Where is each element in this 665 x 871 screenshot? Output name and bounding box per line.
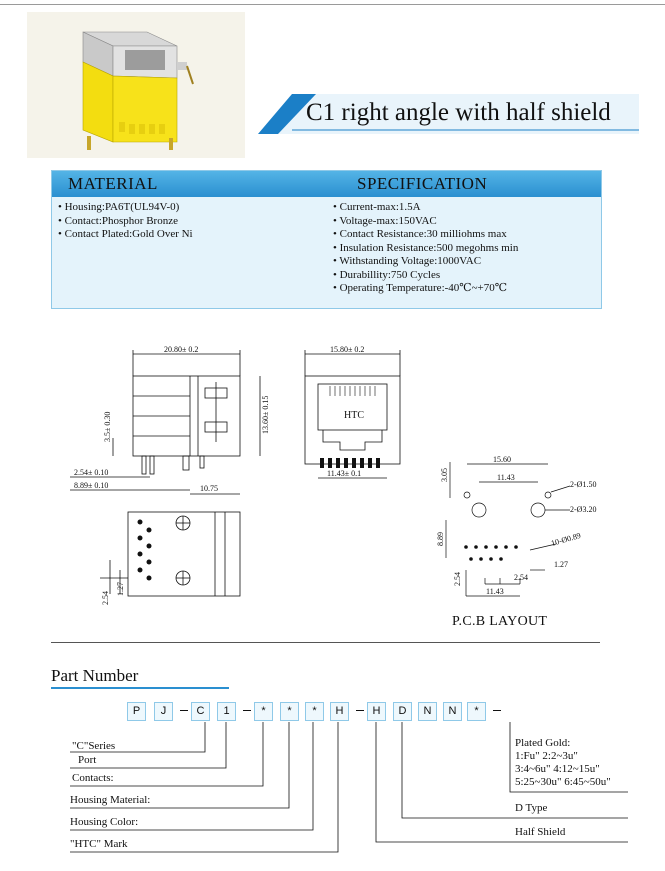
pcb-dim-889: 8.89 <box>436 532 445 546</box>
dim-pitch-254: 2.54± 0.10 <box>74 468 109 477</box>
label-housing-color: Housing Color: <box>70 816 139 828</box>
pn-box: H <box>330 702 349 721</box>
label-plated-gold-2: 3:4~6u" 4:12~15u" <box>515 763 600 775</box>
spec-item: • Operating Temperature:-40℃~+70℃ <box>333 282 518 296</box>
pcb-hole-150: 2-Ø1.50 <box>570 480 597 489</box>
pn-box: * <box>305 702 324 721</box>
pcb-dim-1143-top: 11.43 <box>497 473 515 482</box>
material-item: • Contact:Phosphor Bronze <box>58 215 193 229</box>
dim-front-width: 15.80± 0.2 <box>330 345 365 354</box>
dim-side-width: 20.80± 0.2 <box>164 345 199 354</box>
dim-bottom-127: 1.27 <box>116 582 125 596</box>
pn-box: N <box>443 702 462 721</box>
label-d-type: D Type <box>515 802 548 814</box>
dim-bottom-254: 2.54 <box>101 591 110 605</box>
material-item: • Housing:PA6T(UL94V-0) <box>58 201 193 215</box>
spec-item: • Current-max:1.5A <box>333 201 518 215</box>
pcb-dim-305: 3.05 <box>440 468 449 482</box>
pn-box: C <box>191 702 210 721</box>
pcb-hole-320: 2-Ø3.20 <box>570 505 597 514</box>
material-heading: MATERIAL <box>68 174 158 193</box>
pn-box: N <box>418 702 437 721</box>
front-logo: HTC <box>344 410 364 421</box>
pn-box: D <box>393 702 412 721</box>
pcb-dim-254-v: 2.54 <box>453 572 462 586</box>
label-plated-gold-1: 1:Fu" 2:2~3u" <box>515 750 578 762</box>
pn-box: H <box>367 702 386 721</box>
label-plated-gold: Plated Gold: <box>515 737 571 749</box>
specification-heading: SPECIFICATION <box>357 174 488 193</box>
pn-box: * <box>280 702 299 721</box>
spec-item: • Voltage-max:150VAC <box>333 215 518 229</box>
pcb-layout-label: P.C.B LAYOUT <box>452 614 548 629</box>
pn-box: 1 <box>217 702 236 721</box>
label-plated-gold-3: 5:25~30u" 6:45~50u" <box>515 776 611 788</box>
label-c-series: "C"Series <box>72 740 116 752</box>
dim-side-left-height: 3.5± 0.30 <box>103 411 112 442</box>
pcb-dim-127: 1.27 <box>554 560 568 569</box>
pcb-hole-089: 10-Ø0.89 <box>550 530 582 548</box>
part-number-title: Part Number <box>51 666 139 685</box>
label-port: Port <box>78 754 97 766</box>
pcb-dim-1560: 15.60 <box>493 455 511 464</box>
pn-box: * <box>467 702 486 721</box>
pn-box: P <box>127 702 146 721</box>
material-item: • Contact Plated:Gold Over Ni <box>58 228 193 242</box>
spec-item: • Withstanding Voltage:1000VAC <box>333 255 518 269</box>
dim-pitch-889: 8.89± 0.10 <box>74 481 109 490</box>
label-contacts: Contacts: <box>72 772 114 784</box>
label-htc-mark: "HTC" Mark <box>70 838 128 850</box>
label-half-shield: Half Shield <box>515 826 566 838</box>
pcb-dim-254-h: 2.54 <box>514 573 528 582</box>
spec-item: • Contact Resistance:30 milliohms max <box>333 228 518 242</box>
dim-front-bottom: 11.43± 0.1 <box>327 469 362 478</box>
label-housing-material: Housing Material: <box>70 794 151 806</box>
pn-box: J <box>154 702 173 721</box>
dim-leg-1075: 10.75 <box>200 484 218 493</box>
spec-item: • Durabillity:750 Cycles <box>333 269 518 283</box>
dim-side-right-height: 13.60± 0.15 <box>261 395 270 434</box>
pcb-dim-1143-bottom: 11.43 <box>486 587 504 596</box>
spec-item: • Insulation Resistance:500 megohms min <box>333 242 518 256</box>
pn-box: * <box>254 702 273 721</box>
page-title: C1 right angle with half shield <box>306 99 611 126</box>
